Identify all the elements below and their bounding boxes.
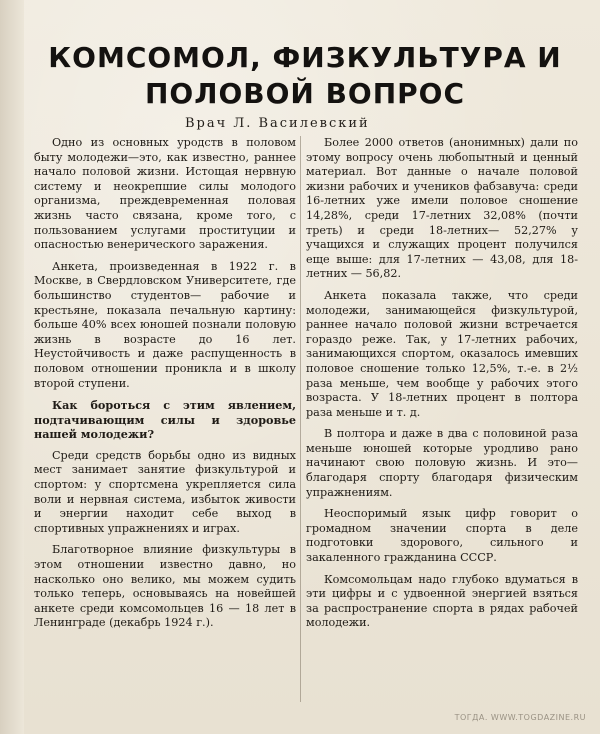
paragraph: Неоспоримый язык цифр говорит о громадном значении спорта в деле подготовки здорового, сильного и закаленного гражданина СССР. [306, 507, 578, 565]
paragraph-question: Как бороться с этим явлением, подтачивающим силы и здоровье нашей молодежи? [34, 398, 296, 442]
source-watermark: ТОГДА. WWW.TOGDAZINE.RU [454, 713, 586, 722]
paragraph: Комсомольцам надо глубоко вдуматься в эти цифры и с удвоенной энергией взяться за распространение спорта в рядах рабочей молодежи. [306, 572, 578, 630]
paragraph: Благотворное влияние физкультуры в этом отношении известно давно, но насколько оно велико, мы можем судить только теперь, основываясь на новейшей анкете среди комсомольцев 16 — 18 лет в Ленинграде (декабрь 1924 г.). [34, 543, 296, 630]
paragraph: Среди средств борьбы одно из видных мест занимает занятие физкультурой и спортом: у спортсмена укрепляется сила воли и нервная система, избыток живости и энергии находит себе выход в спортивных упражнениях и играх. [34, 448, 296, 535]
article-left-column [34, 136, 296, 638]
column-divider [300, 136, 301, 702]
paragraph: Анкета, произведенная в 1922 г. в Москве, в Свердловском Университете, где большинство студентов— рабочие и крестьяне, показала печальную картину: больше 40% всех юношей познали половую жизнь в возрасте до 16 лет. Неустойчивость и даже распущенность в половом отношении проникла и в школу второй ступени. [34, 259, 296, 390]
paragraph: Одно из основных уродств в половом быту молодежи—это, как известно, раннее начало половой жизни. Истощая нервную систему и неокрепшие силы молодого организма, преждевременная половая жизнь часто связана, кроме того, с пользованием услугами проституции и опасностью венерического заражения. [34, 136, 296, 252]
article-byline: Врач Л. Василевский [185, 116, 370, 131]
paragraph: Более 2000 ответов (анонимных) дали по этому вопросу очень любопытный и ценный материал. Вот данные о начале половой жизни рабочих и учеников фабзавуча: среди 16-летних уже имели половое сношение 14,28%, среди 17-летних 32,08% (почти треть) и среди 18-летних— 52,27% у учащихся и служащих процент получился еще выше: для 17-летних — 43,08, для 18-летних — 56,82. [306, 136, 578, 281]
article-right-column [306, 136, 578, 638]
adjacent-column-edge [0, 0, 24, 734]
paragraph: В полтора и даже в два с половиной раза меньше юношей которые уродливо рано начинают свою половую жизнь. И это—благодаря спорту благодаря физическим упражнениям. [306, 427, 578, 499]
paragraph: Анкета показала также, что среди молодежи, занимающейся физкультурой, раннее начало половой жизни встречается гораздо реже. Так, у 17-летних рабочих, занимающихся спортом, оказалось имевших половое сношение только 12,5%, т.-е. в 2½ раза меньше, чем вообще у рабочих этого возраста. У 18-летних процент в полтора раза меньше и т. д. [306, 288, 578, 419]
article-title: КОМСОМОЛ, ФИЗКУЛЬТУРА И ПОЛОВОЙ ВОПРОС [48, 41, 562, 110]
